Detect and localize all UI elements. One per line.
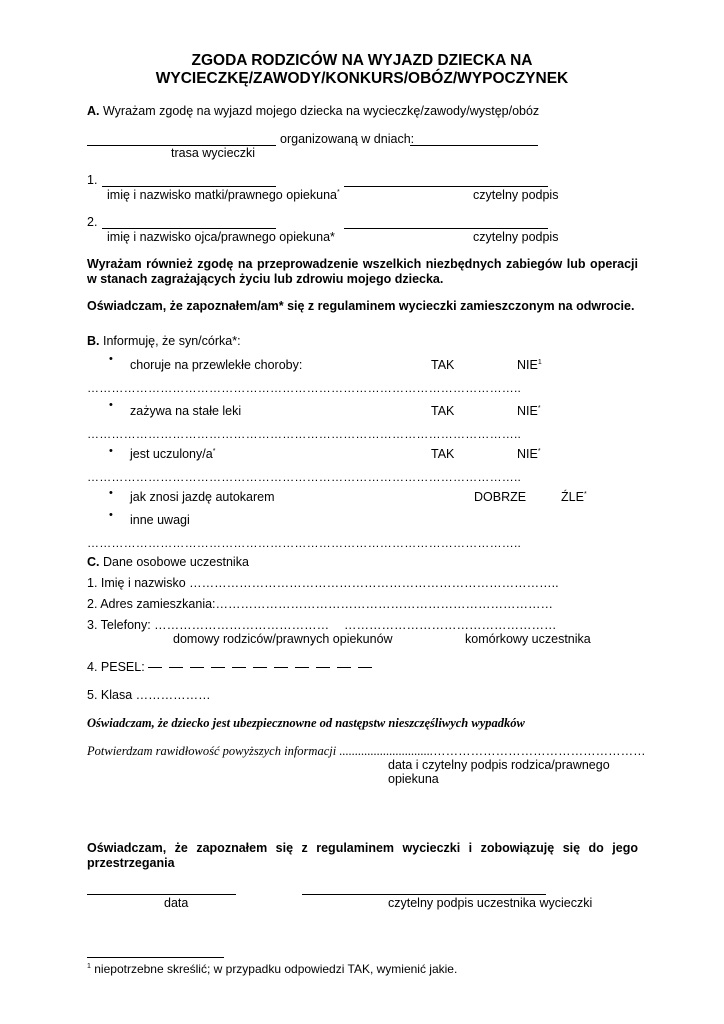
section-c-title: Dane osobowe uczestnika — [102, 555, 249, 569]
mother-number: 1. — [87, 173, 98, 187]
medication-details-field[interactable]: …………………………………………………………………………………………….. — [87, 427, 522, 441]
trip-route-label: trasa wycieczki — [171, 146, 256, 160]
medication-label: zażywa na stałe leki — [130, 404, 242, 418]
footnote-separator — [87, 957, 224, 958]
confirmation-signature-field[interactable]: …………………………………………… — [433, 744, 646, 758]
document-title-line2: WYCIECZKĘ/ZAWODY/KONKURS/OBÓZ/WYPOCZYNEK — [155, 70, 569, 87]
section-a-intro-text: Wyrażam zgodę na wyjazd mojego dziecka na wycieczkę/zawody/występ/obóz — [102, 104, 540, 118]
bullet-icon: • — [109, 445, 113, 457]
confirmation-signature-label-2: opiekuna — [388, 772, 439, 786]
regulations-statement: Oświadczam, że zapoznałem/am* się z regulaminem wycieczki zamieszczonym na odwrocie. — [87, 299, 635, 313]
footnote-ref: * — [212, 448, 216, 455]
section-b-intro-text: Informuję, że syn/córka*: — [102, 334, 241, 348]
father-name-label: imię i nazwisko ojca/prawnego opiekuna* — [107, 230, 335, 244]
bus-travel-label: jak znosi jazdę autokarem — [130, 490, 275, 504]
bus-travel-good[interactable]: DOBRZE — [474, 490, 527, 504]
pesel-field[interactable] — [87, 660, 379, 674]
participant-regulations-statement: Oświadczam, że zapoznałem się z regulaminem wycieczki i zobowiązuję się do jego przestrzegania — [87, 841, 638, 870]
chronic-disease-yes[interactable]: TAK — [431, 358, 455, 372]
allergy-no-text: NIE — [517, 447, 538, 461]
pesel-digit-slot[interactable] — [295, 667, 309, 668]
mobile-phone-field[interactable]: …………………………………………… — [344, 618, 557, 632]
chronic-disease-no-text: NIE — [517, 358, 538, 372]
allergy-label-text: jest uczulony/a — [130, 447, 213, 461]
bus-travel-bad-text: ŹLE — [561, 490, 584, 504]
section-b-letter: B. — [87, 334, 100, 348]
footnote-ref: * — [583, 491, 587, 498]
confirmation-signature-label-1: data i czytelny podpis rodzica/prawnego — [388, 758, 610, 772]
mother-name-label: imię i nazwisko matki/prawnego opiekuna* — [107, 188, 340, 202]
mother-name-field[interactable] — [102, 186, 276, 187]
participant-signature-label: czytelny podpis uczestnika wycieczki — [388, 896, 593, 910]
chronic-disease-no[interactable] — [517, 358, 542, 372]
pesel-digit-slot[interactable] — [190, 667, 204, 668]
chronic-disease-details-field[interactable]: …………………………………………………………………………………………….. — [87, 381, 522, 395]
allergy-no[interactable] — [517, 447, 541, 461]
medication-no[interactable] — [517, 404, 541, 418]
medication-yes[interactable]: TAK — [431, 404, 455, 418]
mother-name-label-text: imię i nazwisko matki/prawnego opiekuna — [107, 188, 337, 202]
confirmation-line — [87, 744, 646, 759]
pesel-digit-slot[interactable] — [211, 667, 225, 668]
document-title-line1: ZGODA RODZICÓW NA WYJAZD DZIECKA NA — [191, 52, 533, 69]
mobile-phone-label: komórkowy uczestnika — [465, 632, 591, 646]
father-signature-label: czytelny podpis — [473, 230, 559, 244]
footnote-text: niepotrzebne skreślić; w przypadku odpowiedzi TAK, wymienić jakie. — [94, 962, 458, 976]
pesel-digit-slot[interactable] — [169, 667, 183, 668]
mother-signature-label: czytelny podpis — [473, 188, 559, 202]
final-date-field[interactable] — [87, 894, 236, 895]
class-field[interactable]: 5. Klasa ……………… — [87, 688, 211, 702]
participant-name-field[interactable]: 1. Imię i nazwisko …………………………………………………………………………….. — [87, 576, 559, 590]
pesel-digit-slot[interactable] — [148, 667, 162, 668]
allergy-label — [130, 447, 215, 461]
father-number: 2. — [87, 215, 98, 229]
participant-address-field[interactable]: 2. Adres zamieszkania:……………………………………………………………………… — [87, 597, 554, 611]
section-a-letter: A. — [87, 104, 100, 118]
home-phone-label: domowy rodziców/prawnych opiekunów — [173, 632, 393, 646]
medication-no-text: NIE — [517, 404, 538, 418]
confirmation-text: Potwierdzam rawidłowość powyższych informacji .............................. — [87, 744, 434, 758]
organized-dates-label: organizowaną w dniach: — [280, 132, 415, 146]
bullet-icon: • — [109, 509, 113, 521]
pesel-digit-slot[interactable] — [232, 667, 246, 668]
footnote-mark: 1 — [87, 963, 91, 970]
pesel-digit-slot[interactable] — [316, 667, 330, 668]
section-c-heading — [87, 555, 249, 569]
insurance-statement: Oświadczam, że dziecko jest ubezpiecznowne od następstw nieszczęśliwych wypadków — [87, 716, 525, 730]
section-a-intro — [87, 104, 539, 118]
bullet-icon: • — [109, 399, 113, 411]
bullet-icon: • — [109, 353, 113, 365]
pesel-digit-slot[interactable] — [253, 667, 267, 668]
bus-travel-bad[interactable] — [561, 490, 587, 504]
footnote-ref: * — [537, 448, 541, 455]
allergy-details-field[interactable]: …………………………………………………………………………………………….. — [87, 470, 522, 484]
trip-dates-field[interactable] — [410, 145, 538, 146]
chronic-disease-label: choruje na przewlekłe choroby: — [130, 358, 303, 372]
section-c-letter: C. — [87, 555, 100, 569]
pesel-digit-slot[interactable] — [358, 667, 372, 668]
participant-signature-field[interactable] — [302, 894, 546, 895]
father-name-field[interactable] — [102, 228, 276, 229]
pesel-label: 4. PESEL: — [87, 660, 145, 674]
final-date-label: data — [164, 896, 189, 910]
footnote-ref: 1 — [537, 359, 542, 366]
footnote — [87, 962, 457, 976]
allergy-yes[interactable]: TAK — [431, 447, 455, 461]
other-notes-label: inne uwagi — [130, 513, 190, 527]
section-b-intro — [87, 334, 241, 348]
father-signature-field[interactable] — [344, 228, 548, 229]
pesel-digit-slot[interactable] — [274, 667, 288, 668]
footnote-ref: * — [537, 405, 541, 412]
mother-signature-field[interactable] — [344, 186, 548, 187]
medical-consent-statement: Wyrażam również zgodę na przeprowadzenie wszelkich niezbędnych zabiegów lub operacji w stanach zagrażających życiu lub zdrowiu mojego dziecka. — [87, 257, 638, 286]
bullet-icon: • — [109, 487, 113, 499]
home-phone-field[interactable]: 3. Telefony: …………………………………… — [87, 618, 330, 632]
pesel-digit-slot[interactable] — [337, 667, 351, 668]
other-notes-field[interactable]: …………………………………………………………………………………………….. — [87, 536, 522, 550]
